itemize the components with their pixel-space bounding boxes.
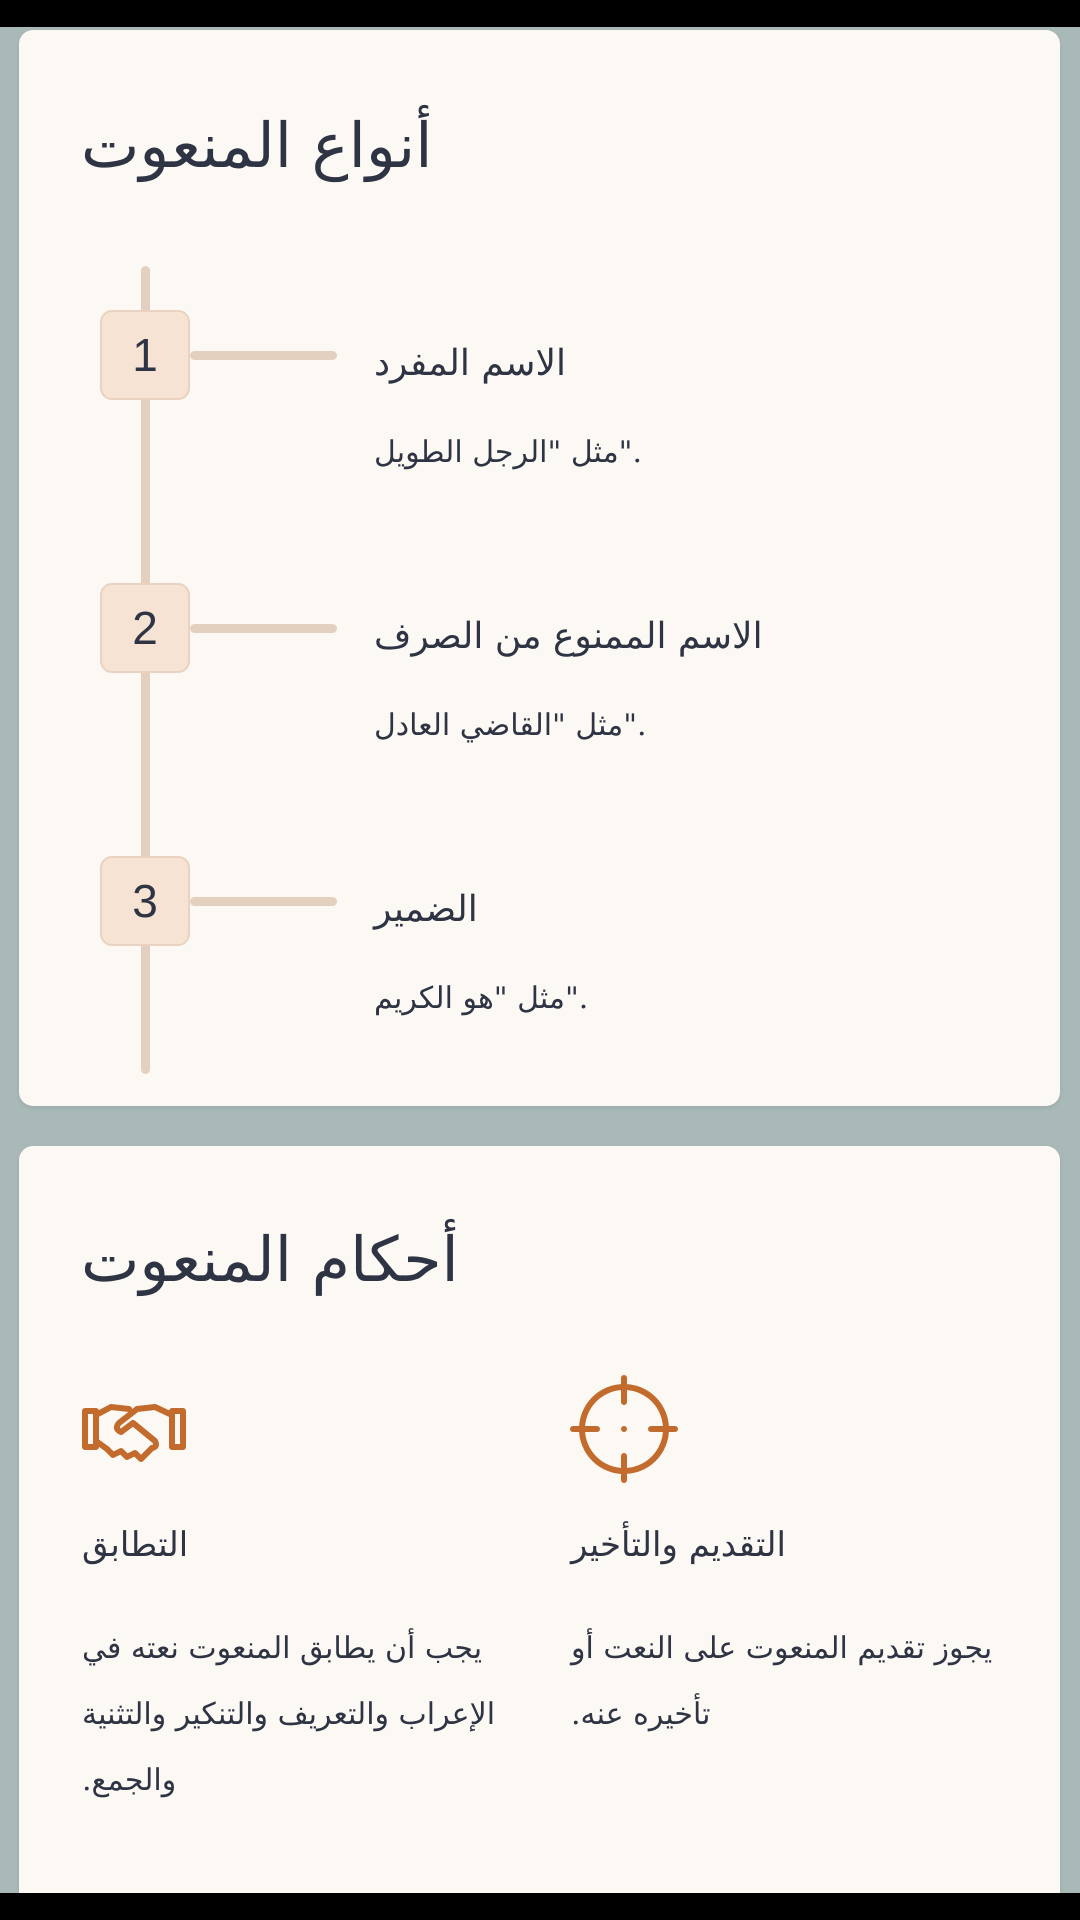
timeline-connector (190, 351, 337, 360)
crosshair-icon (569, 1374, 679, 1484)
rules-card (19, 1146, 1060, 1906)
rule-text-agreement: يجب أن يطابق المنعوت نعته في الإعراب والتعريف والتنكير والتثنية والجمع. (82, 1631, 496, 1798)
type-item-description: مثل "القاضي العادل". (374, 708, 647, 743)
type-item-description: مثل "الرجل الطويل". (374, 435, 643, 470)
timeline-number-badge: 2 (100, 583, 190, 673)
timeline-connector (190, 897, 337, 906)
timeline-number-badge: 1 (100, 310, 190, 400)
types-section-title: أنواع المنعوت (81, 109, 433, 182)
type-item-title: الاسم الممنوع من الصرف (374, 616, 763, 657)
timeline-number-badge: 3 (100, 856, 190, 946)
type-item-description: مثل "هو الكريم". (374, 981, 589, 1016)
rule-title-order: التقديم والتأخير (571, 1525, 786, 1565)
rule-title-agreement: التطابق (82, 1525, 189, 1565)
type-item-title: الاسم المفرد (374, 343, 566, 384)
timeline-connector (190, 624, 337, 633)
handshake-icon (79, 1379, 189, 1489)
navigation-bar (0, 1893, 1080, 1920)
rules-section-title: أحكام المنعوت (81, 1223, 459, 1296)
types-card (19, 30, 1060, 1106)
status-bar (0, 0, 1080, 27)
type-item-title: الضمير (374, 889, 478, 930)
rule-text-order: يجوز تقديم المنعوت على النعت أو تأخيره عنه. (571, 1631, 993, 1732)
